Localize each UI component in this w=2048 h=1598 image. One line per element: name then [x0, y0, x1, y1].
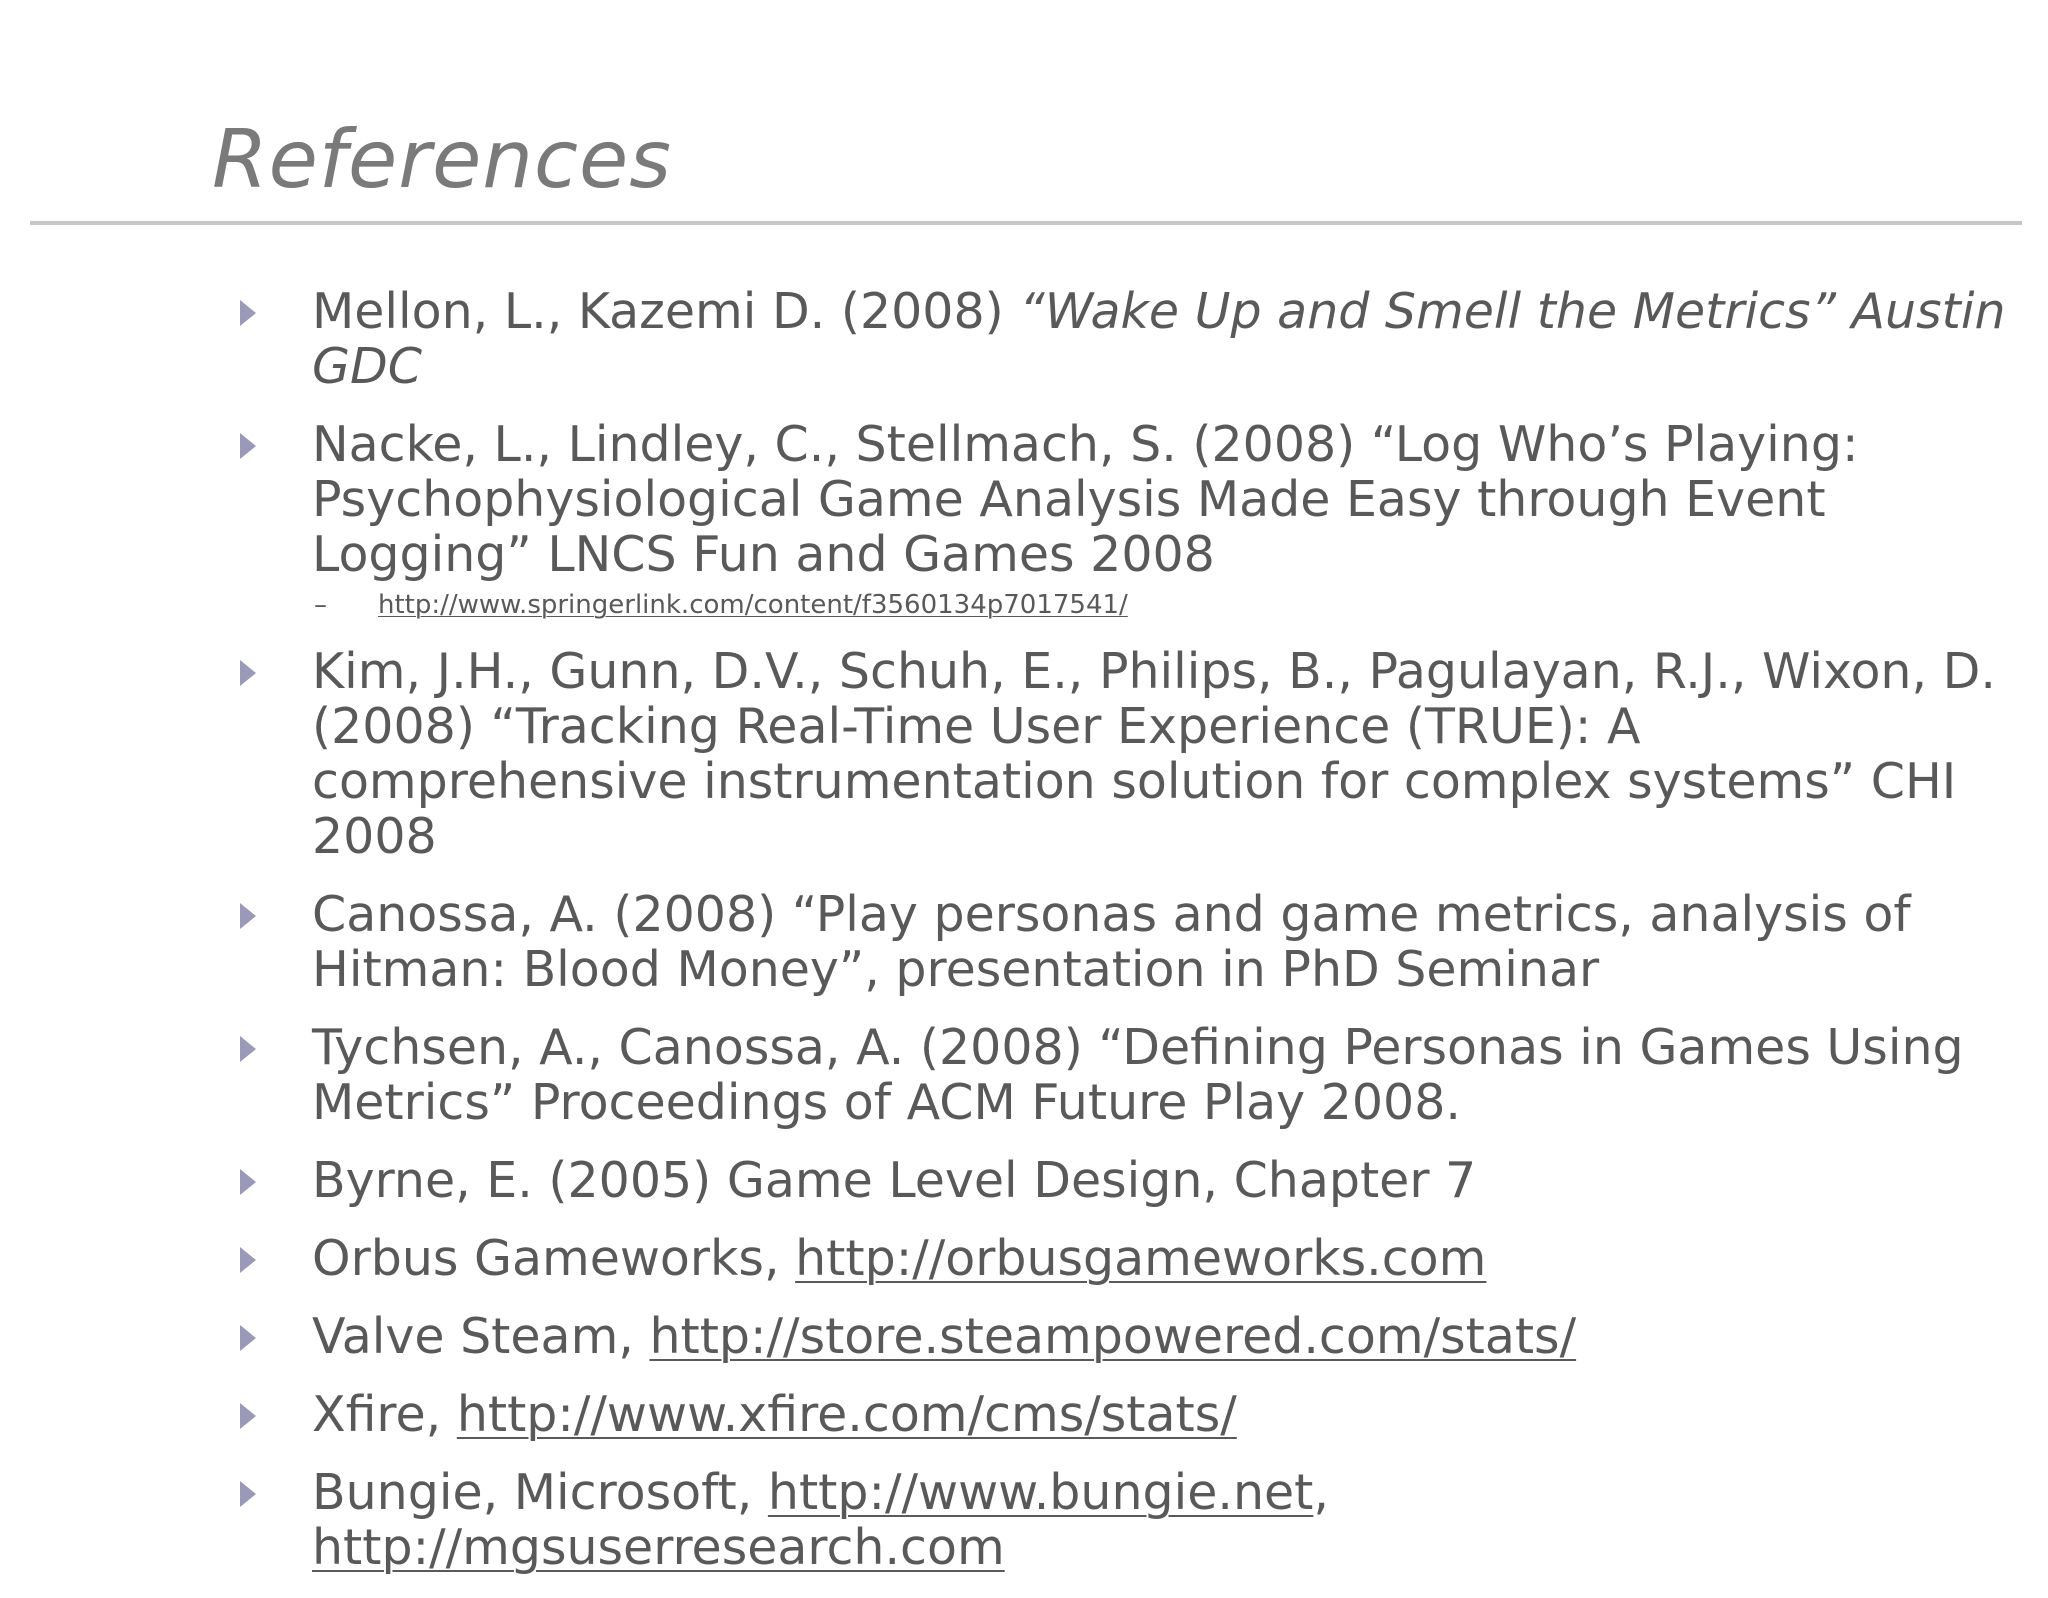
reference-link[interactable]: http://www.bungie.net	[767, 1464, 1314, 1521]
title-divider	[30, 221, 2022, 225]
reference-subitem	[236, 588, 2016, 622]
reference-text: Xfire,	[312, 1386, 457, 1443]
reference-text: Mellon, L., Kazemi D. (2008)	[312, 283, 1020, 340]
reference-item	[236, 284, 2016, 394]
bullet-arrow-icon	[240, 300, 256, 326]
reference-title: “Wake Up and Smell the Metrics” Austin GDC	[312, 283, 2006, 395]
reference-text: Tychsen, A., Canossa, A. (2008) “Defining Personas in Games Using Metrics” Proceedings of ACM Future Play 2008.	[312, 1019, 1964, 1131]
reference-link[interactable]: http://orbusgameworks.com	[795, 1230, 1487, 1287]
bullet-arrow-icon	[240, 903, 256, 929]
bullet-arrow-icon	[240, 1247, 256, 1273]
reference-text: Kim, J.H., Gunn, D.V., Schuh, E., Philips, B., Pagulayan, R.J., Wixon, D. (2008) “Tracking Real-Time User Experience (TRUE): A comprehensive instrumentation solution for complex systems” CHI 2008	[312, 643, 1996, 865]
reference-item	[236, 644, 2016, 864]
slide-title: References	[212, 113, 672, 206]
bullet-arrow-icon	[240, 1169, 256, 1195]
sub-bullet-dash: –	[314, 590, 327, 620]
bullet-arrow-icon	[240, 1403, 256, 1429]
reference-item	[236, 1465, 2016, 1575]
bullet-arrow-icon	[240, 660, 256, 686]
bullet-arrow-icon	[240, 1036, 256, 1062]
reference-item	[236, 1387, 2016, 1442]
reference-text: Canossa, A. (2008) “Play personas and game metrics, analysis of Hitman: Blood Money”, presentation in PhD Seminar	[312, 886, 1911, 998]
reference-link[interactable]: http://mgsuserresearch.com	[312, 1519, 1005, 1576]
reference-item	[236, 887, 2016, 997]
reference-link[interactable]: http://www.xfire.com/cms/stats/	[456, 1386, 1237, 1443]
reference-item	[236, 417, 2016, 582]
bullet-arrow-icon	[240, 1481, 256, 1507]
reference-text: Bungie, Microsoft,	[312, 1464, 768, 1521]
bullet-arrow-icon	[240, 1325, 256, 1351]
reference-link[interactable]: http://www.springerlink.com/content/f3560134p7017541/	[378, 590, 1128, 620]
reference-text: Byrne, E. (2005) Game Level Design, Chapter 7	[312, 1152, 1477, 1209]
reference-link[interactable]: http://store.steampowered.com/stats/	[649, 1308, 1577, 1365]
reference-item	[236, 1231, 2016, 1286]
reference-item	[236, 1020, 2016, 1130]
reference-item	[236, 1309, 2016, 1364]
bullet-arrow-icon	[240, 433, 256, 459]
reference-text: Orbus Gameworks,	[312, 1230, 796, 1287]
reference-list	[236, 284, 2016, 1598]
reference-text: Nacke, L., Lindley, C., Stellmach, S. (2008) “Log Who’s Playing: Psychophysiological Game Analysis Made Easy through Event Logging” LNCS Fun and Games 2008	[312, 416, 1859, 583]
reference-text: Valve Steam,	[312, 1308, 650, 1365]
reference-item	[236, 1153, 2016, 1208]
link-separator: ,	[1313, 1464, 1329, 1521]
